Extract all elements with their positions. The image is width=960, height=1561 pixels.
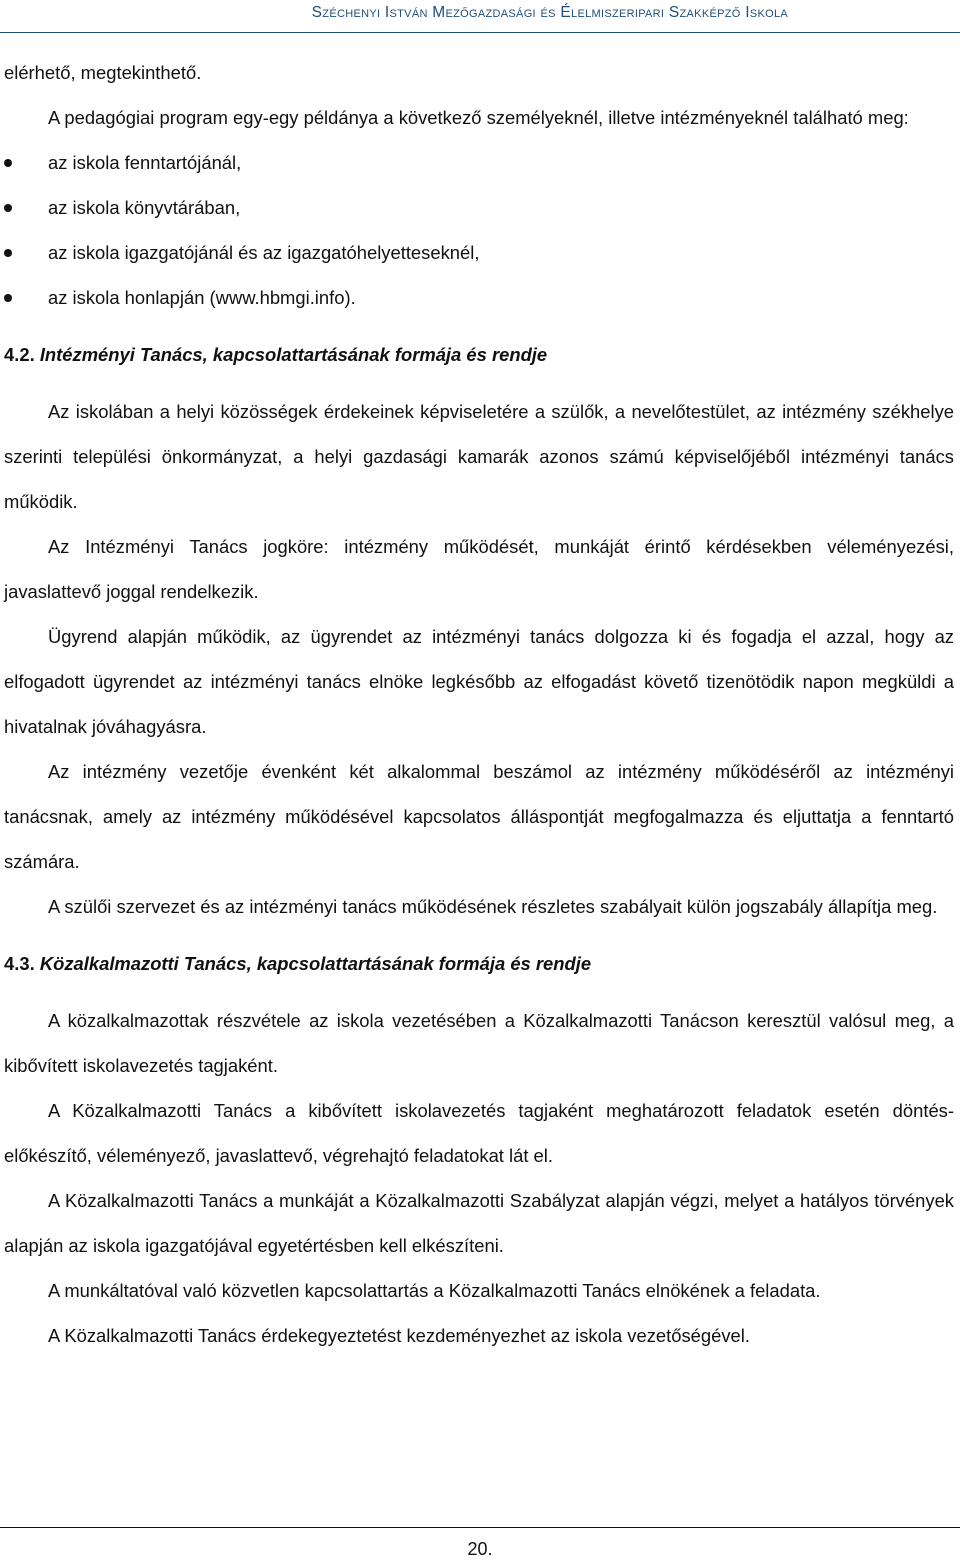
bullet-icon [4,204,12,212]
footer-divider [0,1527,960,1528]
section-4-3-heading [4,941,954,986]
bullet-icon [4,249,12,257]
document-body [4,50,954,1358]
section-4-2-paragraph: Ügyrend alapján működik, az ügyrendet az intézményi tanács dolgozza ki és fogadja el azzal, hogy az elfogadott ügyrendet az intézményi tanács elnöke legkésőbb az elfogadást követő tizenötödik napon megküldi a hivatalnak jóváhagyásra. [4,626,954,737]
spacer [4,320,954,332]
section-4-3-paragraph: A közalkalmazottak részvétele az iskola vezetésében a Közalkalmazotti Tanácson keresztül valósul meg, a kibővített iskolavezetés tagjaként. [4,1010,954,1076]
section-4-2-paragraph: Az intézmény vezetője évenként két alkalommal beszámol az intézmény működéséről az intézményi tanácsnak, amely az intézmény működésével kapcsolatos álláspontját megfogalmazza és eljuttatja a fenntartó számára. [4,761,954,872]
section-4-2-paragraph: A szülői szervezet és az intézményi tanács működésének részletes szabályait külön jogszabály állapítja meg. [48,896,938,917]
section-4-2-paragraph: Az iskolában a helyi közösségek érdekeinek képviseletére a szülők, a nevelőtestület, az intézmény székhelye szerinti települési önkormányzat, a helyi gazdasági kamarák azonos számú képviselőjéből intézményi tanács működik. [4,401,954,512]
section-number: 4.3. [4,953,35,974]
section-4-3-paragraph: A Közalkalmazotti Tanács érdekegyeztetést kezdeményezhet az iskola vezetőségével. [48,1325,750,1346]
availability-paragraph: A pedagógiai program egy-egy példánya a következő személyeknél, illetve intézményeknél található meg: [48,107,909,128]
section-title: Közalkalmazotti Tanács, kapcsolattartásának formája és rendje [39,953,592,974]
section-4-3-paragraph: A Közalkalmazotti Tanács a munkáját a Közalkalmazotti Szabályzat alapján végzi, melyet a hatályos törvények alapján az iskola igazgatójával egyetértésben kell elkészíteni. [4,1190,954,1256]
list-item: az iskola fenntartójánál, [4,140,954,185]
header-divider [0,32,960,33]
spacer [4,986,954,998]
page-number: 20. [467,1539,493,1559]
continued-line: elérhető, megtekinthető. [4,62,202,83]
list-item: az iskola igazgatójánál és az igazgatóhelyetteseknél, [4,230,954,275]
section-number: 4.2. [4,344,35,365]
bullet-icon [4,294,12,302]
section-title: Intézményi Tanács, kapcsolattartásának formája és rendje [39,344,548,365]
page-header-school-name: Széchenyi István Mezőgazdasági és Élelmiszeripari Szakképző Iskola [311,4,788,21]
list-item: az iskola honlapján (www.hbmgi.info). [4,275,954,320]
section-4-3-paragraph: A munkáltatóval való közvetlen kapcsolattartás a Közalkalmazotti Tanács elnökének a feladata. [48,1280,821,1301]
spacer [4,929,954,941]
spacer [4,377,954,389]
section-4-2-heading [4,332,954,377]
section-4-2-paragraph: Az Intézményi Tanács jogköre: intézmény működését, munkáját érintő kérdésekben véleményezési, javaslattevő joggal rendelkezik. [4,536,954,602]
list-item: az iskola könyvtárában, [4,185,954,230]
section-4-3-paragraph: A Közalkalmazotti Tanács a kibővített iskolavezetés tagjaként meghatározott feladatok esetén döntés-előkészítő, véleményező, javaslattevő, végrehajtó feladatokat lát el. [4,1100,954,1166]
bullet-icon [4,159,12,167]
availability-list [4,140,954,320]
